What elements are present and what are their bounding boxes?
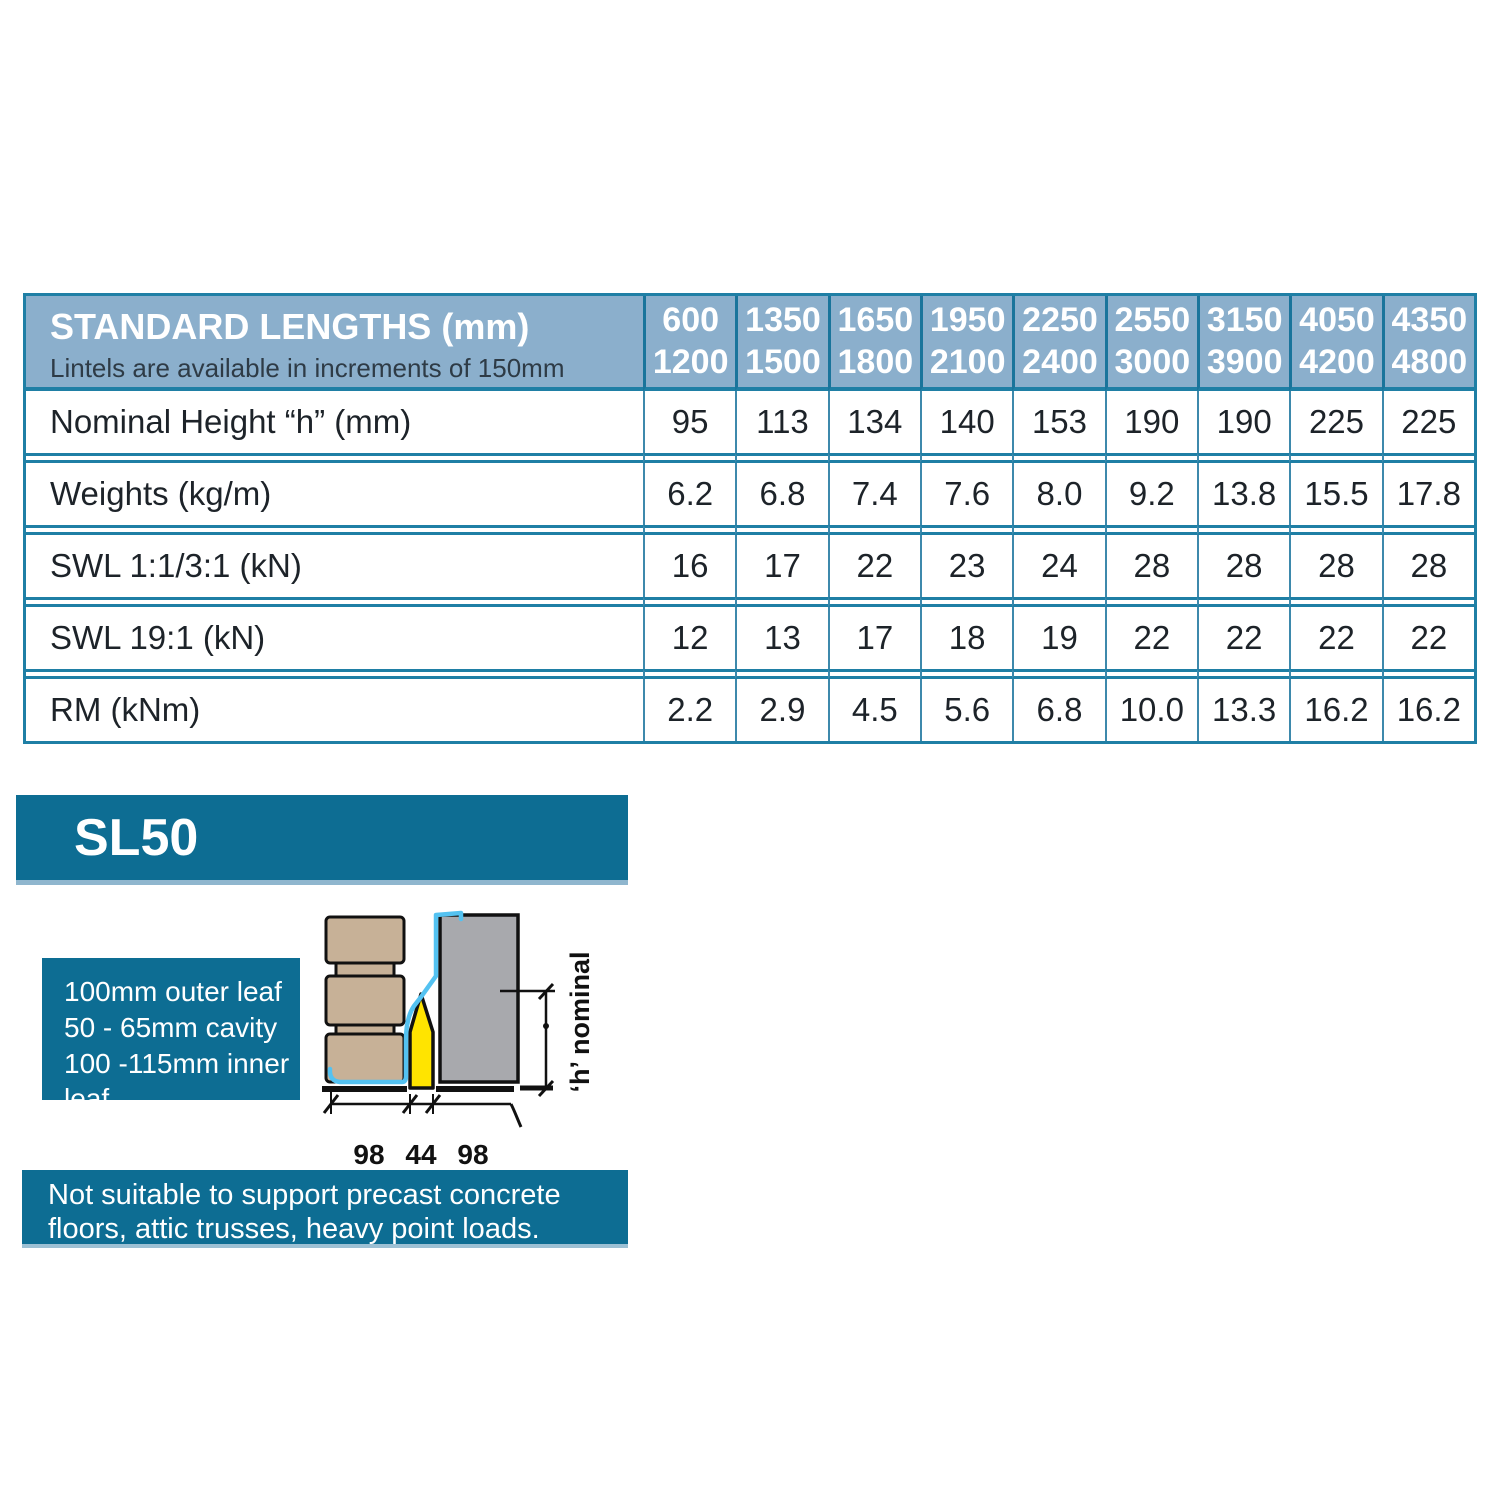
column-header-bottom: 3900 bbox=[1206, 342, 1283, 381]
column-header-top: 1350 bbox=[745, 301, 821, 340]
column-header bbox=[1382, 296, 1474, 391]
row-divider bbox=[1197, 525, 1289, 535]
value-cell: 22 bbox=[1197, 607, 1289, 669]
row-divider bbox=[920, 453, 1012, 463]
column-header-top: 2550 bbox=[1114, 301, 1191, 340]
value-cell: 95 bbox=[643, 391, 735, 453]
column-header-top: 4350 bbox=[1391, 301, 1468, 340]
width-dimension-line bbox=[324, 1091, 521, 1127]
row-divider bbox=[1012, 597, 1104, 607]
value-cell: 28 bbox=[1382, 535, 1474, 597]
row-divider bbox=[735, 453, 827, 463]
inner-leaf-block bbox=[440, 915, 518, 1082]
value-cell: 16.2 bbox=[1382, 679, 1474, 741]
row-divider bbox=[920, 669, 1012, 679]
value-cell: 12 bbox=[643, 607, 735, 669]
dimension-label-cavity: 44 bbox=[405, 1139, 437, 1170]
row-divider bbox=[1012, 669, 1104, 679]
row-divider bbox=[1289, 669, 1381, 679]
lintel-cross-section-diagram bbox=[295, 880, 645, 1190]
row-divider bbox=[828, 525, 920, 535]
value-cell: 8.0 bbox=[1012, 463, 1104, 525]
row-label: Nominal Height “h” (mm) bbox=[26, 391, 643, 453]
value-cell: 16 bbox=[643, 535, 735, 597]
row-divider bbox=[26, 669, 643, 679]
value-cell: 18 bbox=[920, 607, 1012, 669]
value-cell: 22 bbox=[1105, 607, 1197, 669]
section-title-bar bbox=[16, 795, 628, 885]
column-header-bottom: 4200 bbox=[1299, 342, 1375, 381]
column-header-bottom: 3000 bbox=[1114, 342, 1191, 381]
row-divider bbox=[1382, 525, 1474, 535]
row-divider bbox=[1197, 597, 1289, 607]
row-divider bbox=[828, 597, 920, 607]
row-divider bbox=[1105, 669, 1197, 679]
row-divider bbox=[26, 597, 643, 607]
column-header-bottom: 1500 bbox=[745, 342, 821, 381]
value-cell: 22 bbox=[828, 535, 920, 597]
value-cell: 19 bbox=[1012, 607, 1104, 669]
value-cell: 7.4 bbox=[828, 463, 920, 525]
brick-block bbox=[326, 917, 404, 963]
value-cell: 7.6 bbox=[920, 463, 1012, 525]
value-cell: 28 bbox=[1197, 535, 1289, 597]
column-header-top: 4050 bbox=[1299, 301, 1375, 340]
dimension-label-inner: 98 bbox=[457, 1139, 489, 1170]
value-cell: 15.5 bbox=[1289, 463, 1381, 525]
row-divider bbox=[1382, 597, 1474, 607]
row-label: Weights (kg/m) bbox=[26, 463, 643, 525]
value-cell: 13.3 bbox=[1197, 679, 1289, 741]
row-divider bbox=[26, 453, 643, 463]
value-cell: 16.2 bbox=[1289, 679, 1381, 741]
row-divider bbox=[1382, 453, 1474, 463]
value-cell: 134 bbox=[828, 391, 920, 453]
column-header-bottom: 1200 bbox=[652, 342, 729, 381]
row-divider bbox=[1289, 525, 1381, 535]
column-header-top: 1950 bbox=[929, 301, 1006, 340]
value-cell: 28 bbox=[1289, 535, 1381, 597]
spec-table bbox=[23, 293, 1477, 744]
column-header-bottom: 2400 bbox=[1022, 342, 1098, 381]
value-cell: 190 bbox=[1105, 391, 1197, 453]
row-divider bbox=[1012, 453, 1104, 463]
wall-construction-info-box bbox=[42, 958, 300, 1115]
value-cell: 28 bbox=[1105, 535, 1197, 597]
info-line: 100mm outer leaf bbox=[64, 976, 282, 1007]
value-cell: 5.6 bbox=[920, 679, 1012, 741]
value-cell: 17.8 bbox=[1382, 463, 1474, 525]
value-cell: 23 bbox=[920, 535, 1012, 597]
value-cell: 13 bbox=[735, 607, 827, 669]
column-header bbox=[1289, 296, 1381, 391]
row-divider bbox=[1105, 525, 1197, 535]
row-divider bbox=[1105, 453, 1197, 463]
dimension-tick bbox=[511, 1104, 521, 1127]
row-divider bbox=[735, 525, 827, 535]
value-cell: 22 bbox=[1289, 607, 1381, 669]
row-divider bbox=[643, 525, 735, 535]
value-cell: 17 bbox=[735, 535, 827, 597]
outer-leaf-blocks bbox=[326, 917, 404, 1082]
value-cell: 13.8 bbox=[1197, 463, 1289, 525]
table-header-subtitle: Lintels are available in increments of 150mm bbox=[50, 353, 565, 384]
table-header-title: STANDARD LENGTHS (mm) bbox=[50, 306, 530, 347]
note-line: Not suitable to support precast concrete bbox=[48, 1179, 561, 1211]
column-header bbox=[1012, 296, 1104, 391]
row-divider bbox=[1197, 453, 1289, 463]
value-cell: 4.5 bbox=[828, 679, 920, 741]
column-header bbox=[828, 296, 920, 391]
column-header-top: 3150 bbox=[1206, 301, 1283, 340]
brick-block bbox=[326, 1034, 404, 1082]
value-cell: 225 bbox=[1289, 391, 1381, 453]
note-line: floors, attic trusses, heavy point loads. bbox=[48, 1213, 540, 1246]
value-cell: 153 bbox=[1012, 391, 1104, 453]
dimension-label-outer: 98 bbox=[353, 1139, 385, 1170]
info-line: 50 - 65mm cavity bbox=[64, 1011, 278, 1043]
column-header-bottom: 4800 bbox=[1391, 342, 1468, 381]
row-divider bbox=[828, 453, 920, 463]
row-divider bbox=[1105, 597, 1197, 607]
value-cell: 10.0 bbox=[1105, 679, 1197, 741]
row-divider bbox=[643, 453, 735, 463]
row-divider bbox=[1289, 453, 1381, 463]
row-divider bbox=[643, 597, 735, 607]
value-cell: 2.2 bbox=[643, 679, 735, 741]
column-header-top: 600 bbox=[662, 301, 720, 340]
value-cell: 6.8 bbox=[735, 463, 827, 525]
column-header-bottom: 1800 bbox=[837, 342, 914, 381]
column-header bbox=[920, 296, 1012, 391]
row-divider bbox=[735, 669, 827, 679]
row-divider bbox=[643, 669, 735, 679]
value-cell: 24 bbox=[1012, 535, 1104, 597]
row-divider bbox=[1382, 669, 1474, 679]
value-cell: 140 bbox=[920, 391, 1012, 453]
column-header bbox=[643, 296, 735, 391]
row-label: SWL 1:1/3:1 (kN) bbox=[26, 535, 643, 597]
row-divider bbox=[26, 525, 643, 535]
row-divider bbox=[1289, 597, 1381, 607]
row-divider bbox=[828, 669, 920, 679]
value-cell: 9.2 bbox=[1105, 463, 1197, 525]
brick-block bbox=[326, 976, 404, 1025]
column-header bbox=[1197, 296, 1289, 391]
column-header-bottom: 2100 bbox=[929, 342, 1006, 381]
row-label: SWL 19:1 (kN) bbox=[26, 607, 643, 669]
column-header-top: 2250 bbox=[1022, 301, 1098, 340]
suitability-note-box bbox=[22, 1170, 628, 1248]
value-cell: 17 bbox=[828, 607, 920, 669]
value-cell: 113 bbox=[735, 391, 827, 453]
height-dimension-label: ‘h’ nominal bbox=[565, 951, 595, 1093]
row-divider bbox=[1012, 525, 1104, 535]
value-cell: 6.2 bbox=[643, 463, 735, 525]
table-header-label-cell bbox=[26, 296, 643, 391]
mortar-joint bbox=[336, 963, 394, 976]
value-cell: 6.8 bbox=[1012, 679, 1104, 741]
row-divider bbox=[920, 597, 1012, 607]
column-header bbox=[735, 296, 827, 391]
value-cell: 22 bbox=[1382, 607, 1474, 669]
info-line: 100 -115mm inner leaf bbox=[64, 1047, 290, 1115]
column-header-top: 1650 bbox=[837, 301, 914, 340]
row-divider bbox=[1197, 669, 1289, 679]
value-cell: 225 bbox=[1382, 391, 1474, 453]
row-divider bbox=[920, 525, 1012, 535]
value-cell: 190 bbox=[1197, 391, 1289, 453]
row-divider bbox=[735, 597, 827, 607]
value-cell: 2.9 bbox=[735, 679, 827, 741]
section-title: SL50 bbox=[74, 808, 199, 867]
row-label: RM (kNm) bbox=[26, 679, 643, 741]
column-header bbox=[1105, 296, 1197, 391]
